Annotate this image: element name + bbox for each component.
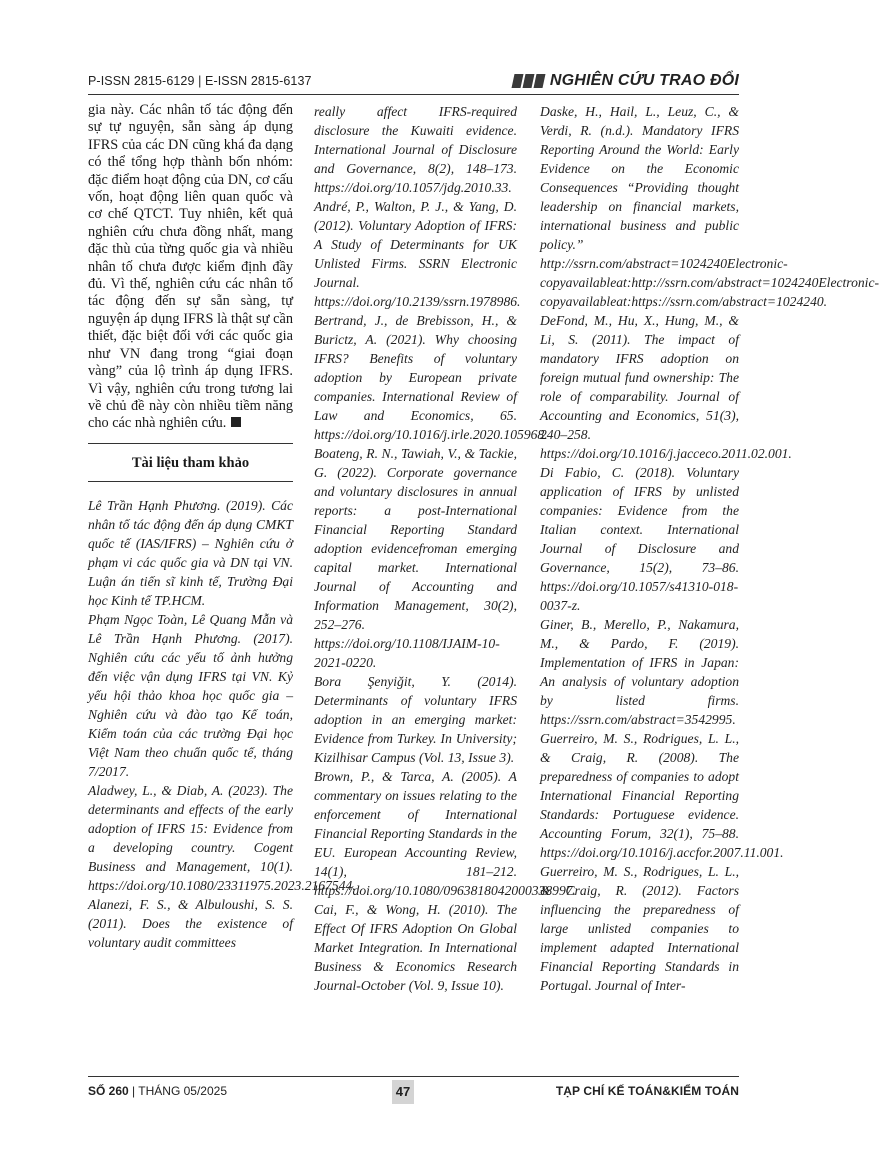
page-header (88, 72, 739, 92)
page-number: 47 (392, 1080, 414, 1104)
section-bars-icon (513, 74, 544, 88)
issue-info (88, 1084, 227, 1098)
reference-item: André, P., Walton, P. J., & Yang, D. (2012). Voluntary Adoption of IFRS: A Study of Determinants for UK Unlisted Firms. SSRN Electronic Journal. https://doi.org/10.2139/ssrn.1978986. (314, 199, 521, 309)
page-footer (88, 1080, 739, 1106)
issue-date: | THÁNG 05/2025 (132, 1084, 227, 1098)
body-paragraph: gia này. Các nhân tố tác động đến sự tự nguyện, sẵn sàng áp dụng IFRS của các DN cũng khá đa dạng có thể tổng hợp thành bốn nhóm: đặc điểm hoạt động của DN, cơ cấu vốn, hoạt động liên quan quốc và cơ chế QTCT. Tuy nhiên, kết quả nghiên cứu chưa đồng nhất, mang đặc thù của từng quốc gia và nhiều nhân tố chưa được kiểm định đầy đủ. Vì thế, nghiên cứu các nhân tố tác động đến sự sẵn sàng, tự nguyện áp dụng IFRS là thật sự cần thiết, đặc biệt đối với các quốc gia như VN đang trong “giai đoạn vàng” của lộ trình áp dụng IFRS. Vì vậy, nghiên cứu trong tương lai về chủ đề này còn nhiều tiềm năng cho các nhà nghiên cứu. (88, 102, 293, 432)
issn-line: P-ISSN 2815-6129 | E-ISSN 2815-6137 (88, 74, 312, 88)
section-title (513, 72, 739, 90)
end-of-article-icon (231, 417, 241, 427)
references-heading: Tài liệu tham khảo (88, 443, 293, 482)
footer-divider (88, 1076, 739, 1077)
reference-item: Alanezi, F. S., & Albuloushi, S. S. (2011). Does the existence of voluntary audit committees (88, 896, 293, 950)
reference-item: Phạm Ngọc Toàn, Lê Quang Mẫn và Lê Trần Hạnh Phương. (2017). Nghiên cứu các yếu tố ảnh hưởng đến việc vận dụng IFRS tại VN. Kỷ yếu hội thảo khoa học quốc gia – Nghiên cứu và đào tạo Kế toán, Kiểm toán của các trường Đại học Việt Nam theo chuẩn quốc tế, tháng 7/2017. (88, 611, 293, 779)
section-label: NGHIÊN CỨU TRAO ĐỔI (549, 72, 739, 89)
reference-item: Giner, B., Merello, P., Nakamura, M., & Pardo, F. (2019). Implementation of IFRS in Japan: An analysis of voluntary adoption by listed firms. https://ssrn.com/abstract=3542995. (540, 617, 739, 727)
reference-item: Lê Trần Hạnh Phương. (2019). Các nhân tố tác động đến áp dụng CMKT quốc tế (IAS/IFRS) – Nghiên cứu ở phạm vi các quốc gia và DN tại VN. Luận án tiến sĩ kinh tế, Trường Đại học Kinh tế TP.HCM. (88, 497, 293, 608)
reference-item: Brown, P., & Tarca, A. (2005). A commentary on issues relating to the enforcement of International Financial Reporting Standards in the EU. European Accounting Review, 14(1), 181–212. https://doi.org/10.1080/0963818042000338997. (314, 769, 576, 898)
reference-item: Guerreiro, M. S., Rodrigues, L. L., & Craig, R. (2008). The preparedness of companies to adopt International Financial Reporting Standards: Portuguese evidence. Accounting Forum, 32(1), 75–88. https://doi.org/10.1016/j.accfor.2007.11.001. (540, 731, 784, 860)
reference-item: Guerreiro, M. S., Rodrigues, L. L., & Craig, R. (2012). Factors influencing the preparedness of large unlisted companies to implement adapted International Financial Reporting Standards in Portugal. Journal of Inter- (540, 864, 739, 993)
reference-list-col1 (88, 496, 356, 952)
reference-item: Boateng, R. N., Tawiah, V., & Tackie, G. (2022). Corporate governance and voluntary disclosures in annual reports: a post-International Financial Reporting Standard adoption evidencefroman emerging capital market. International Journal of Accounting and Information Management, 30(2), 252–276. https://doi.org/10.1108/IJAIM-10-2021-0220. (314, 446, 517, 670)
reference-item: Bora Şenyiğit, Y. (2014). Determinants of voluntary IFRS adoption in an emerging market: Evidence from Turkey. In University; Kizilhisar Campus (Vol. 13, Issue 3). (314, 674, 517, 765)
reference-item: DeFond, M., Hu, X., Hung, M., & Li, S. (2011). The impact of mandatory IFRS adoption on foreign mutual fund ownership: The role of comparability. Journal of Accounting and Economics, 51(3), 240–258. https://doi.org/10.1016/j.jacceco.2011.02.001. (540, 313, 792, 461)
reference-item: Daske, H., Hail, L., Leuz, C., & Verdi, R. (n.d.). Mandatory IFRS Reporting Around the World: Early Evidence on the Economic Consequences “Providing thought leadership on financial markets, international business and public policy.” http://ssrn.com/abstract=1024240Electronic-copyavailableat:http://ssrn.com/abstract=1024240Electronic-copyavailableat:https://ssrn.com/abstract=1024240. (540, 104, 879, 309)
column-1 (88, 102, 356, 952)
column-3 (540, 102, 879, 995)
reference-item: Bertrand, J., de Brebisson, H., & Burictz, A. (2021). Why choosing IFRS? Benefits of voluntary adoption by European private companies. International Review of Law and Economics, 65. https://doi.org/10.1016/j.irle.2020.105968. (314, 313, 548, 442)
reference-item: Cai, F., & Wong, H. (2010). The Effect Of IFRS Adoption On Global Market Integration. In International Business & Economics Research Journal-October (Vol. 9, Issue 10). (314, 902, 517, 993)
journal-name: TẠP CHÍ KẾ TOÁN&KIỂM TOÁN (555, 1084, 739, 1098)
header-divider (88, 94, 739, 95)
reference-item: really affect IFRS-required disclosure the Kuwaiti evidence. International Journal of Disclosure and Governance, 8(2), 148–173. https://doi.org/10.1057/jdg.2010.33. (314, 104, 517, 195)
column-2 (314, 102, 576, 995)
reference-item: Aladwey, L., & Diab, A. (2023). The determinants and effects of the early adoption of IFRS 15: Evidence from a developing country. Cogent Business and Management, 10(1). https://doi.org/10.1080/23311975.2023.2167544. (88, 782, 356, 893)
reference-item: Di Fabio, C. (2018). Voluntary application of IFRS by unlisted companies: Evidence from the Italian context. International Journal of Disclosure and Governance, 15(2), 73–86. https://doi.org/10.1057/s41310-018-0037-z. (540, 465, 739, 613)
issue-number: SỐ 260 (88, 1084, 129, 1098)
